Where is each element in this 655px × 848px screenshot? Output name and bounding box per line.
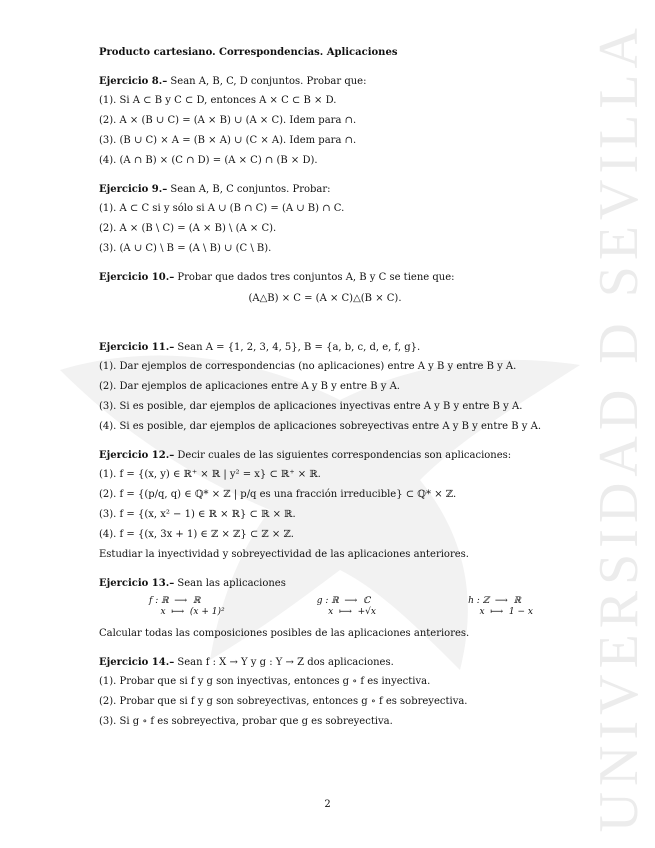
exercise-11 (99, 341, 551, 433)
map-definitions (149, 596, 533, 619)
exercise-12 (99, 449, 551, 561)
page-number: 2 (324, 799, 331, 810)
exercise-statement: Sean f : X → Y y g : Y → Z dos aplicaciones. (174, 656, 394, 668)
exercise-label: Ejercicio 9.– (99, 184, 168, 195)
exercise-9 (99, 183, 551, 255)
exercise-label: Ejercicio 12.– (99, 450, 175, 461)
exercise-label: Ejercicio 10.– (99, 272, 175, 283)
exercise-item: (1). A ⊂ C si y sólo si A ∪ (B ∩ C) = (A ∪ B) ∩ C. (99, 203, 345, 214)
exercise-label: Ejercicio 13.– (99, 578, 175, 589)
exercise-label: Ejercicio 14.– (99, 656, 175, 668)
exercise-item: (1). Si A ⊂ B y C ⊂ D, entonces A × C ⊂ B × D. (99, 95, 337, 106)
exercise-followup: Estudiar la inyectividad y sobreyectividad de las aplicaciones anteriores. (99, 549, 469, 560)
exercise-item: (4). f = {(x, 3x + 1) ∈ ℤ × ℤ} ⊂ ℤ × ℤ. (99, 529, 294, 540)
exercise-statement: Decir cuales de las siguientes correspondencias son aplicaciones: (174, 450, 512, 461)
exercise-label: Ejercicio 8.– (99, 76, 168, 87)
exercise-item: (3). f = {(x, x² − 1) ∈ ℝ × ℝ} ⊂ ℝ × ℝ. (99, 509, 296, 520)
exercise-item: (3). (A ∪ C) \ B = (A \ B) ∪ (C \ B). (99, 243, 272, 254)
exercise-item: (4). (A ∩ B) × (C ∩ D) = (A × C) ∩ (B × D). (99, 155, 318, 166)
exercise-item: (3). Si es posible, dar ejemplos de aplicaciones inyectivas entre A y B y entre B y A. (99, 401, 523, 412)
exercise-14 (99, 656, 551, 728)
exercise-item: (1). Dar ejemplos de correspondencias (no aplicaciones) entre A y B y entre B y A. (99, 361, 517, 372)
university-name-watermark: UNIVERSIDAD D SEVILLA (588, 21, 650, 833)
display-formula: (A△B) × C = (A × C)△(B × C). (248, 293, 402, 304)
exercise-statement: Sean A, B, C conjuntos. Probar: (167, 184, 331, 195)
exercise-item: (1). f = {(x, y) ∈ ℝ⁺ × ℝ | y² = x} ⊂ ℝ⁺ × ℝ. (99, 469, 321, 480)
exercise-item: (4). Si es posible, dar ejemplos de aplicaciones sobreyectivas entre A y B y entre B y A. (99, 421, 541, 432)
section-title: Producto cartesiano. Correspondencias. Aplicaciones (99, 47, 398, 58)
exercise-item: (2). Probar que si f y g son sobreyectivas, entonces g ∘ f es sobreyectiva. (99, 695, 468, 707)
map-g: g : ℝ ⟶ ℂ x ⟼ +√x (316, 596, 376, 618)
exercise-item: (2). Dar ejemplos de aplicaciones entre A y B y entre B y A. (99, 381, 400, 392)
exercise-item: (2). A × (B \ C) = (A × B) \ (A × C). (99, 223, 277, 234)
exercise-statement: Sean A = {1, 2, 3, 4, 5}, B = {a, b, c, d, e, f, g}. (174, 342, 421, 353)
exercise-sheet (99, 46, 551, 744)
map-h: h : ℤ ⟶ ℝ x ⟼ 1 − x (468, 596, 533, 618)
exercise-item: (2). f = {(p/q, q) ∈ ℚ* × ℤ | p/q es una fracción irreducible} ⊂ ℚ* × ℤ. (99, 489, 457, 500)
exercise-item: (1). Probar que si f y g son inyectivas, entonces g ∘ f es inyectiva. (99, 675, 431, 687)
exercise-8 (99, 75, 551, 167)
map-f: f : ℝ ⟶ ℝ x ⟼ (x + 1)² (149, 596, 225, 618)
exercise-label: Ejercicio 11.– (99, 342, 175, 353)
exercise-statement: Sean las aplicaciones (174, 578, 286, 589)
exercise-13 (99, 577, 551, 640)
exercise-followup: Calcular todas las composiciones posibles de las aplicaciones anteriores. (99, 627, 470, 639)
exercise-item: (3). Si g ∘ f es sobreyectiva, probar que g es sobreyectiva. (99, 715, 393, 727)
exercise-item: (2). A × (B ∪ C) = (A × B) ∪ (A × C). Idem para ∩. (99, 115, 357, 126)
exercise-item: (3). (B ∪ C) × A = (B × A) ∪ (C × A). Idem para ∩. (99, 135, 357, 146)
exercise-statement: Sean A, B, C, D conjuntos. Probar que: (167, 76, 367, 87)
exercise-statement: Probar que dados tres conjuntos A, B y C se tiene que: (174, 272, 455, 283)
exercise-10 (99, 271, 551, 305)
